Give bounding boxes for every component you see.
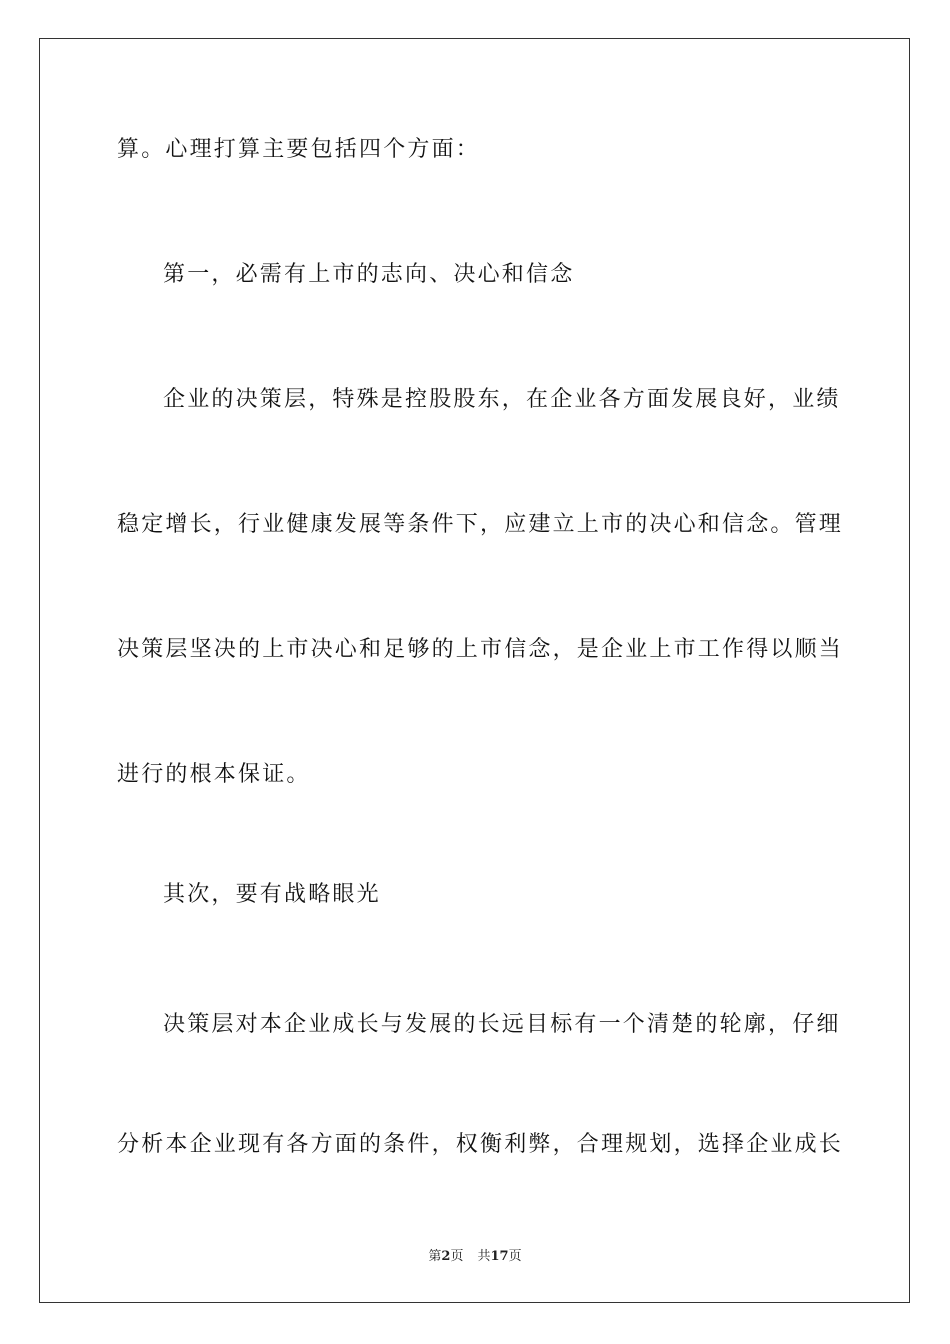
- body-line-4: 稳定增长，行业健康发展等条件下，应建立上市的决心和信念。管理: [117, 512, 844, 537]
- footer-total-unit: 页: [508, 1249, 522, 1264]
- body-line-5: 决策层坚决的上市决心和足够的上市信念，是企业上市工作得以顺当: [117, 637, 844, 662]
- footer-page-current: 2: [441, 1249, 451, 1264]
- footer-total-prefix: 共: [477, 1249, 491, 1264]
- footer-page-total: 17: [490, 1249, 509, 1264]
- body-line-8: 决策层对本企业成长与发展的长远目标有一个清楚的轮廓，仔细: [163, 1012, 841, 1037]
- body-line-1: 算。心理打算主要包括四个方面：: [117, 137, 481, 162]
- body-line-3: 企业的决策层，特殊是控股股东，在企业各方面发展良好，业绩: [163, 387, 841, 412]
- footer-page-unit: 页: [450, 1249, 464, 1264]
- footer-page-prefix: 第: [428, 1249, 442, 1264]
- page-border: [39, 38, 910, 1303]
- body-line-6: 进行的根本保证。: [117, 762, 311, 787]
- body-line-9: 分析本企业现有各方面的条件，权衡利弊，合理规划，选择企业成长: [117, 1132, 844, 1157]
- section-heading-2: 其次，要有战略眼光: [163, 882, 381, 907]
- page-footer: [0, 1248, 950, 1266]
- section-heading-1: 第一，必需有上市的志向、决心和信念: [163, 262, 575, 287]
